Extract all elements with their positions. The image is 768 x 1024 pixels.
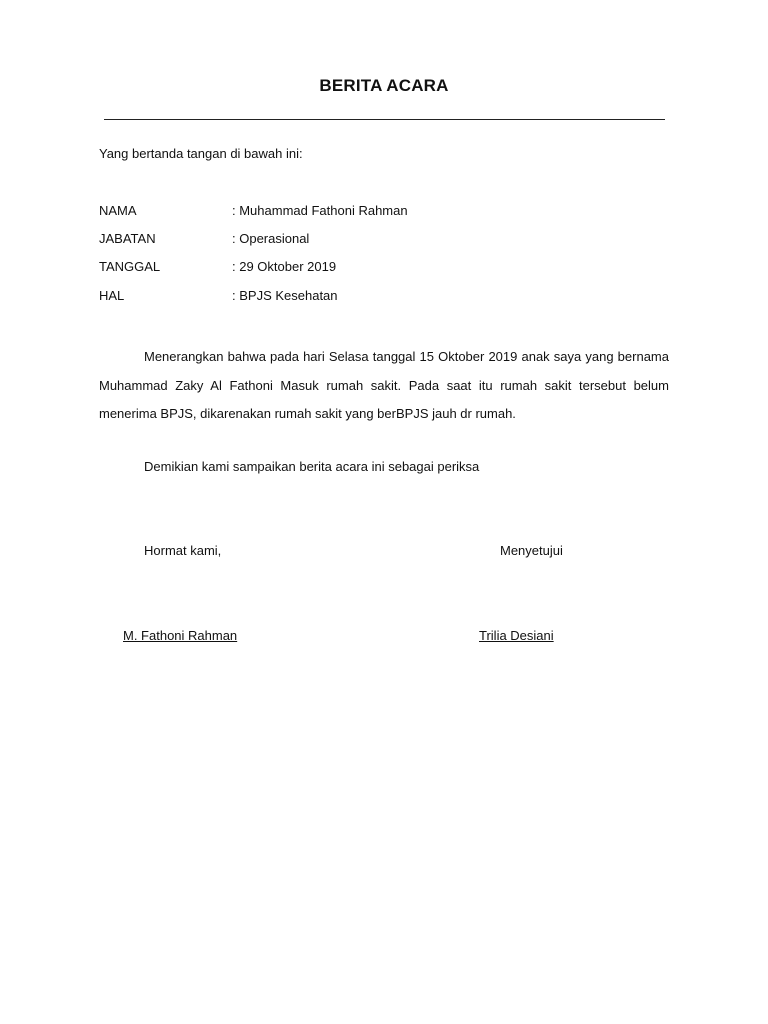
field-label-hal: HAL bbox=[99, 288, 125, 303]
field-value-nama: : Muhammad Fathoni Rahman bbox=[232, 203, 408, 218]
field-label-tanggal: TANGGAL bbox=[99, 259, 161, 274]
field-value-jabatan: : Operasional bbox=[232, 231, 310, 246]
intro-text: Yang bertanda tangan di bawah ini: bbox=[99, 146, 303, 161]
title-divider bbox=[104, 119, 665, 120]
field-value-hal: : BPJS Kesehatan bbox=[232, 288, 338, 303]
greeting-right: Menyetujui bbox=[500, 543, 563, 558]
field-label-nama: NAMA bbox=[99, 203, 137, 218]
document-title: BERITA ACARA bbox=[319, 76, 449, 95]
closing-text: Demikian kami sampaikan berita acara ini sebagai periksa bbox=[144, 459, 480, 474]
signatory-left-name: M. Fathoni Rahman bbox=[123, 628, 238, 643]
greeting-left: Hormat kami, bbox=[144, 543, 222, 558]
signatory-right-name: Trilia Desiani bbox=[479, 628, 554, 643]
field-label-jabatan: JABATAN bbox=[99, 231, 156, 246]
body-paragraph: Menerangkan bahwa pada hari Selasa tanggal 15 Oktober 2019 anak saya yang bernama Muhammad Zaky Al Fathoni Masuk rumah sakit. Pada saat itu rumah sakit tersebut belum menerima BPJS, dikarenakan rumah sakit yang berBPJS jauh dr rumah. bbox=[99, 349, 669, 421]
field-value-tanggal: : 29 Oktober 2019 bbox=[232, 259, 337, 274]
